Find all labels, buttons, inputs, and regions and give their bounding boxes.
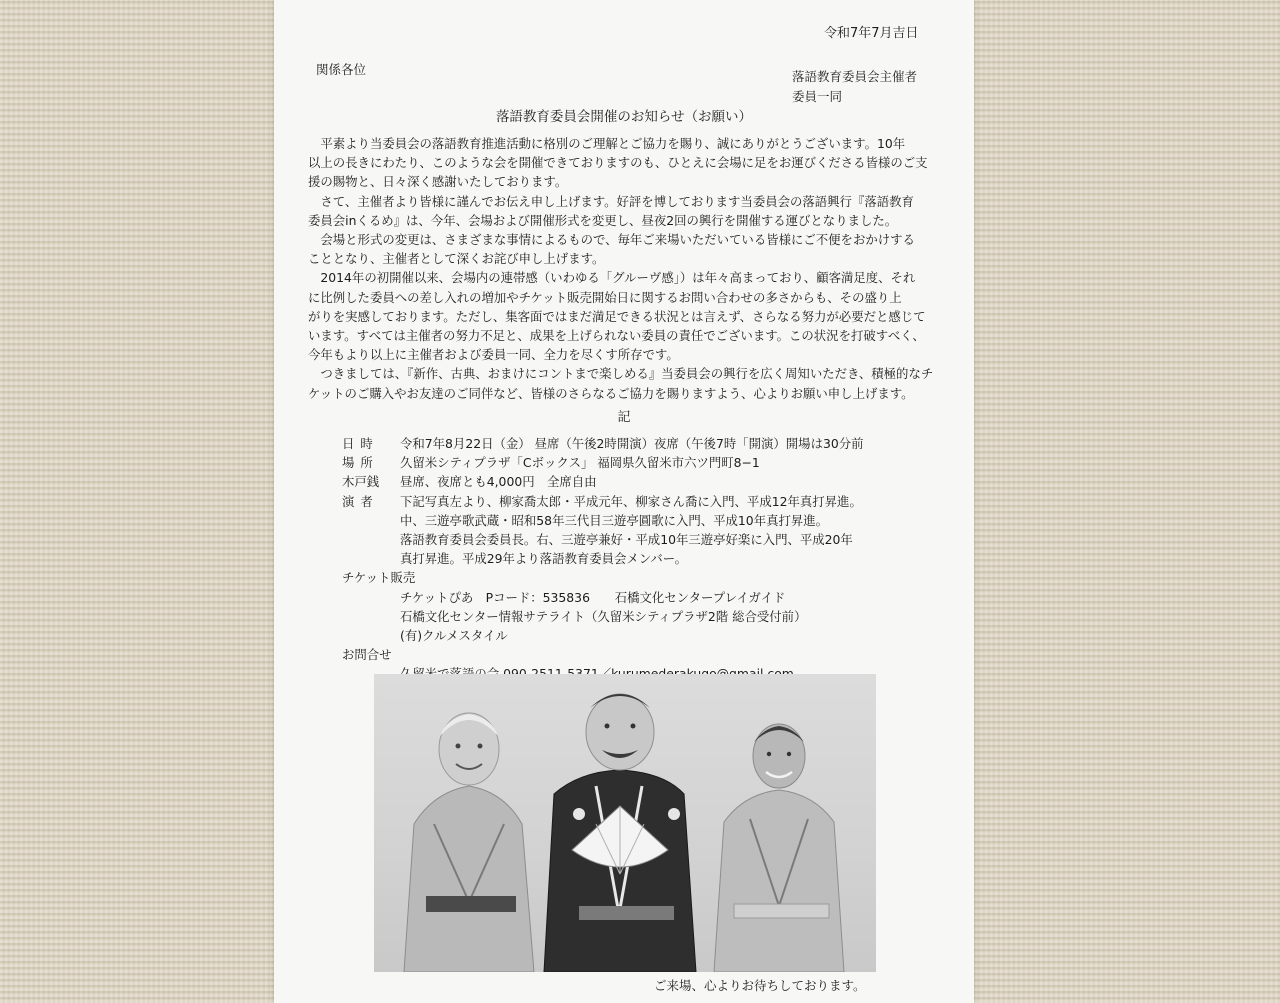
ticket-label: チケット販売: [342, 570, 416, 586]
venue-label: 場所: [342, 455, 379, 471]
fee-value: 昼席、夜席とも4,000円 全席自由: [400, 474, 597, 490]
body-line: 2014年の初開催以来、会場内の連帯感（いわゆる「グルーヴ感」）は年々高まっており、顧客満足度、それ: [308, 270, 916, 286]
performers-photo-drawing: [374, 674, 876, 972]
detail-fee: [342, 472, 864, 491]
fee-label: 木戸銭: [342, 474, 380, 490]
performers-line: 中、三遊亭歌武蔵・昭和58年三代目三遊亭圓歌に入門、平成10年真打昇進。: [400, 512, 829, 528]
organizer-members: 委員一同: [792, 89, 843, 104]
right-performer: [714, 724, 844, 972]
addressee: 関係各位: [316, 62, 367, 77]
body-line: がりを実感しております。ただし、集客面ではまだ満足できる状況とは言えず、さらなる努力が必要だと感じて: [308, 308, 926, 324]
detail-datetime: [342, 434, 864, 453]
performers-line: 下記写真左より、柳家喬太郎・平成元年、柳家さん喬に入門、平成12年真打昇進。: [400, 493, 862, 509]
datetime-value: 令和7年8月22日（金） 昼席（午後2時開演）夜席（午後7時「開演）開場は30分前: [400, 436, 864, 451]
body-line: 平素より当委員会の落語教育推進活動に格別のご理解とご協力を賜り、誠にありがとうございます。10年: [308, 136, 906, 151]
body-line: 委員会inくるめ』は、今年、会場および開催形式を変更し、昼夜2回の興行を開催する運びとなりました。: [308, 212, 898, 228]
photo-caption: ご来場、心よりお待ちしております。: [654, 978, 866, 993]
body-line: こととなり、主催者として深くお詫び申し上げます。: [308, 251, 605, 267]
flyer-paper: [274, 0, 974, 1003]
datetime-label: 日時: [342, 436, 379, 451]
body-line: 今年もより以上に主催者および委員一同、全力を尽くす所存です。: [308, 347, 679, 363]
ticket-line: 石橋文化センター情報サテライト（久留米シティプラザ2階 総合受付前）: [400, 608, 807, 624]
document-date: 令和7年7月吉日: [824, 26, 919, 41]
performers-label: 演者: [342, 493, 379, 509]
contact-label: お問合せ: [342, 647, 392, 663]
venue-value: 久留米シティプラザ「Cボックス」 福岡県久留米市六ツ門町8−1: [400, 455, 760, 471]
detail-venue: [342, 453, 864, 472]
body-line: 以上の長きにわたり、このような会を開催できておりますのも、ひとえに会場に足をお運びくださる皆様のご支: [308, 155, 928, 171]
performers-line: 真打昇進。平成29年より落語教育委員会メンバー。: [400, 551, 687, 567]
ticket-line: チケットぴあ Pコード：535836 石橋文化センタープレイガイド: [400, 589, 786, 605]
detail-performers: [342, 492, 864, 511]
body-text: [308, 134, 933, 403]
body-line: ケットのご購入やお友達のご同伴など、皆様のさらなるご協力を賜りますよう、心よりお願い申し上げます。: [308, 385, 914, 401]
organizer-block: [792, 67, 917, 107]
center-performer: [544, 694, 696, 972]
event-details: [342, 434, 864, 684]
performers-photo: [374, 674, 876, 972]
body-line: さて、主催者より皆様に謹んでお伝え申し上げます。好評を博しております当委員会の落語興行『落語教育: [308, 193, 914, 209]
body-line: います。すべては主催者の努力不足と、成果を上げられない委員の責任でございます。この状況を打破すべく、: [308, 328, 925, 344]
performers-line: 落語教育委員会委員長。右、三遊亭兼好・平成10年三遊亭好楽に入門、平成20年: [400, 532, 853, 548]
body-line: 会場と形式の変更は、さまざまな事情によるもので、毎年ご来場いただいている皆様にご不便をおかけする: [308, 232, 915, 248]
body-line: に比例した委員への差し入れの増加やチケット販売開始日に関するお問い合わせの多さからも、その盛り上: [308, 289, 902, 305]
ticket-line: (有)クルメスタイル: [400, 628, 508, 644]
body-line: つきましては、『新作、古典、おまけにコントまで楽しめる』当委員会の興行を広く周知いただき、積極的なチ: [308, 366, 934, 382]
left-performer: [404, 713, 534, 972]
document-title: 落語教育委員会開催のお知らせ（お願い）: [495, 109, 753, 125]
organizer-name: 落語教育委員会主催者: [792, 69, 918, 84]
body-line: 援の賜物と、日々深く感謝いたしております。: [308, 174, 568, 190]
ki-heading: 記: [617, 410, 631, 425]
